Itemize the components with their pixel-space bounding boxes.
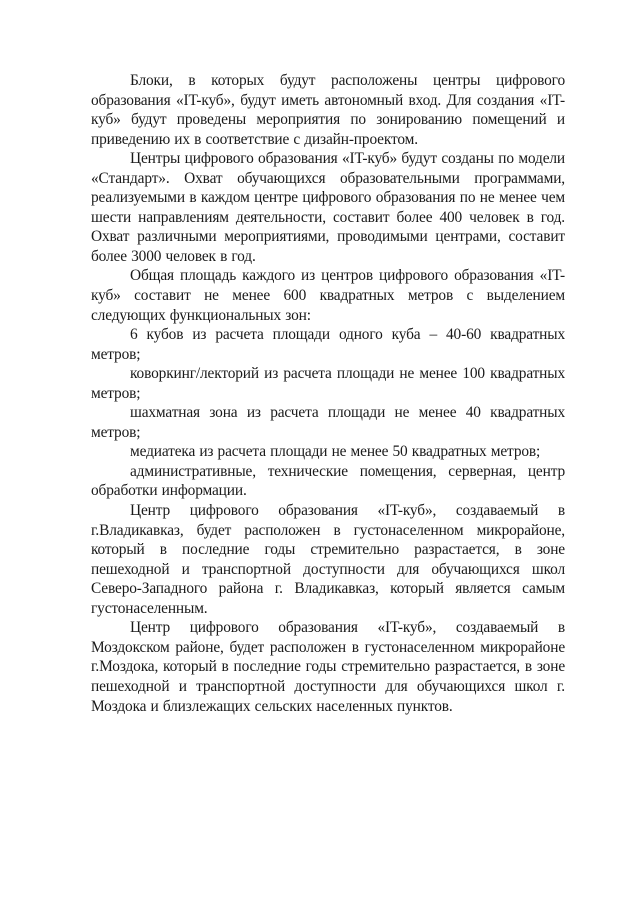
zone-item-cubes: 6 кубов из расчета площади одного куба – 40-60 квадратных метров;	[91, 326, 565, 363]
zone-item-administrative: административные, технические помещения, серверная, центр обработки информации.	[91, 462, 565, 500]
zone-item-coworking: коворкинг/лекторий из расчета площади не менее 100 квадратных метров;	[91, 365, 565, 402]
paragraph-standard-model: Центры цифрового образования «IT-куб» будут созданы по модели «Стандарт». Охват обучающихся образовательными программами, реализуемыми в каждом центре цифрового образования по не менее чем шести направлениям деятельности, составит более 400 человек в год. Охват различными мероприятиями, проводимыми центрами, составит более 3000 человек в год.	[91, 150, 565, 265]
zone-item-chess: шахматная зона из расчета площади не менее 40 квадратных метров;	[91, 404, 565, 441]
paragraph-mozdok: Центр цифрового образования «IT-куб», создаваемый в Моздокском районе, будет расположен в густонаселенном микрорайоне г.Моздока, который в последние годы стремительно разрастается, в зоне пешеходной и транспортной доступности для обучающихся школ г. Моздока и близлежащих сельских населенных пунктов.	[91, 619, 565, 715]
paragraph-vladikavkaz: Центр цифрового образования «IT-куб», создаваемый в г.Владикавказ, будет расположен в густонаселенном микрорайоне, который в последние годы стремительно разрастается, в зоне пешеходной и транспортной доступности для обучающихся школ Северо-Западного района г. Владикавказ, который является самым густонаселенным.	[91, 502, 565, 617]
document-body	[91, 71, 565, 716]
paragraph-total-area: Общая площадь каждого из центров цифрового образования «IT-куб» составит не менее 600 квадратных метров с выделением следующих функциональных зон:	[91, 267, 565, 324]
paragraph-entrances: Блоки, в которых будут расположены центры цифрового образования «IT-куб», будут иметь автономный вход. Для создания «IT-куб» будут проведены мероприятия по зонированию помещений и приведению их в соответствие с дизайн-проектом.	[91, 72, 565, 148]
zone-item-mediateka: медиатека из расчета площади не менее 50 квадратных метров;	[130, 443, 541, 461]
